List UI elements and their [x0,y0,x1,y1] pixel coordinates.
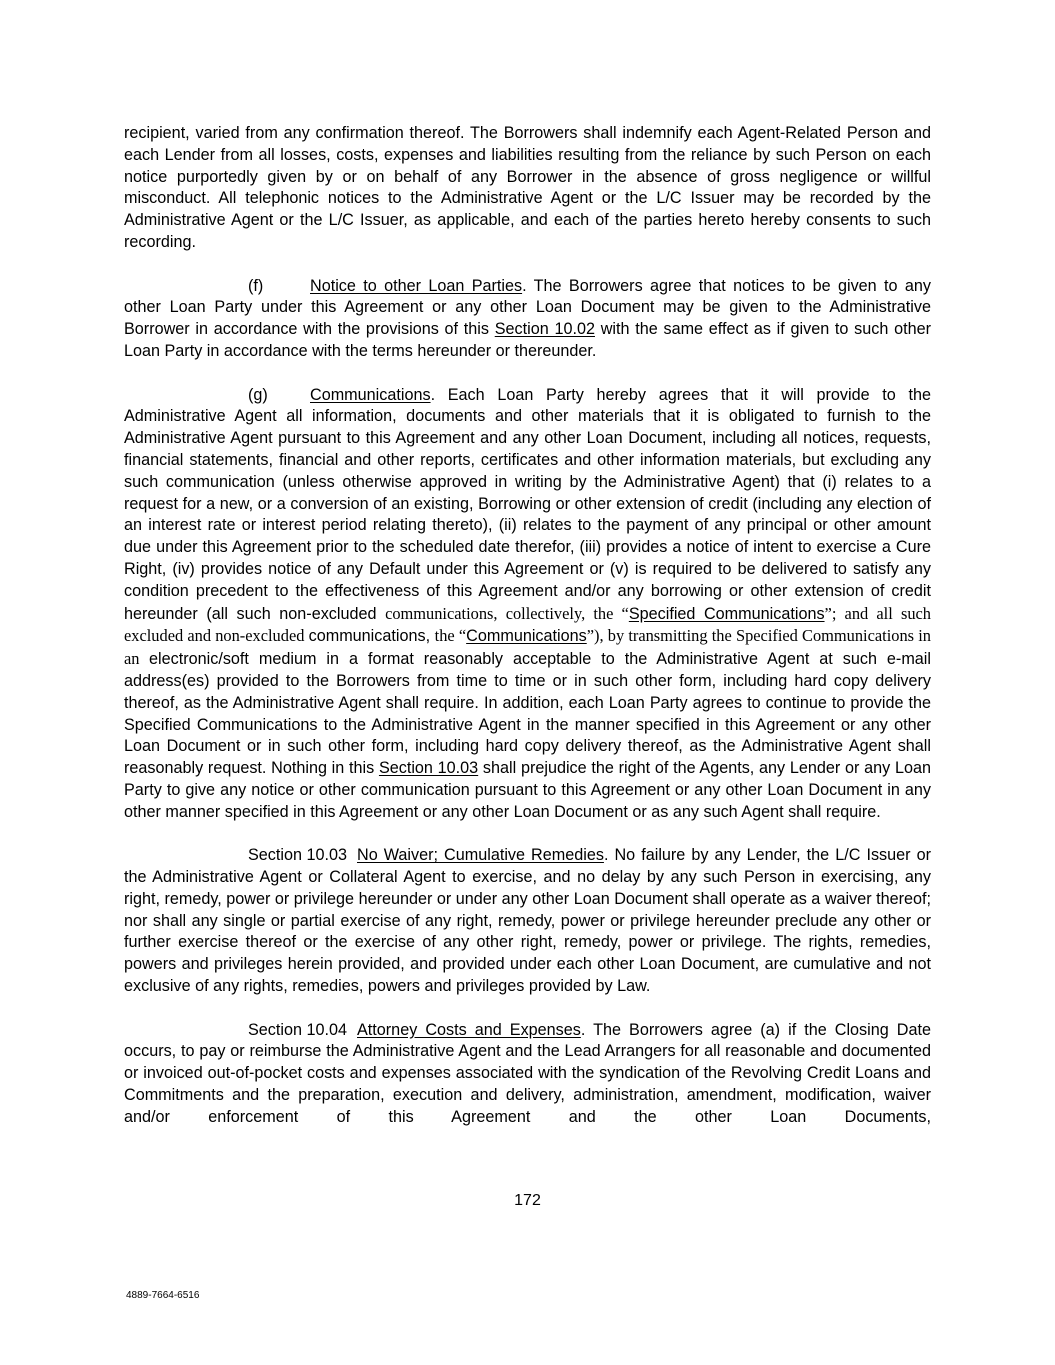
paragraph-g [124,385,931,824]
paragraph-f-text-end: with the same effect as if given to such other Loan Party in accordance with the terms hereunder or thereunder. [124,320,932,360]
paragraph-f-heading: Notice to other Loan Parties [310,276,523,295]
paragraph-f [124,276,931,363]
section-10-03-text: . No failure by any Lender, the L/C Issuer or the Administrative Agent or Collateral Agent to exercise, and no delay by any such Person in exercising, any right, remedy, power or privilege hereunder or under any other Loan Document shall operate as a waiver thereof; nor shall any single or partial exercise of any right, remedy, power or privilege hereunder preclude any other or further exercise thereof or the exercise of any other right, remedy, power or privilege. The rights, remedies, powers and privileges herein provided, and provided under each other Loan Document, are cumulative and not exclusive of any rights, remedies, powers and privileges provided by Law. [124,846,931,996]
paragraph-g-heading: Communications [310,385,431,404]
paragraph-g-text: . Each Loan Party hereby agrees that it will provide to the Administrative Agent all information, documents and other materials that it is obligated to furnish to the Administrative Agent pursuant to this Agreement and any other Loan Document, including all notices, requests, financial statements, financial and other reports, certificates and other information materials, but excluding any such communication (unless otherwise approved in writing by the Administrative Agent) that (i) relates to a request for a new, or a conversion of an existing, Borrowing or other extension of credit (including any election of an interest rate or interest period relating thereto), (ii) relates to the payment of any principal or other amount due under this Agreement prior to the scheduled date therefor, (iii) provides a notice of intent to exercise a Cure Right, (iv) provides notice of any Default under this Agreement or (v) is required to be delivered to satisfy any condition precedent to the effectiveness of this Agreement and/or any borrowing or other extension of credit hereunder (all such non-excluded [124,385,931,623]
section-10-04-text: . The Borrowers agree (a) if the Closing Date occurs, to pay or reimburse the Administrative Agent and the Lead Arrangers for all reasonable and documented or invoiced out-of-pocket costs and expenses associated with the syndication of the Revolving Credit Loans and Commitments and the preparation, execution and delivery, administration, amendment, modification, waiver and/or enforcement of this Agreement and the other Loan Documents, [124,1020,931,1126]
paragraph-g-serif-text-1: communications, collectively, the “ [385,603,629,623]
document-body [124,123,931,1150]
paragraph-g-text-3: electronic/soft medium in a format reasonably acceptable to the Administrative Agent at such e-mail address(es) provided to the Borrowers from time to time or in such other form, including hard copy delivery thereof, as the Administrative Agent shall require. In addition, each Loan Party agrees to continue to provide the Specified Communications to the Administrative Agent in the manner specified in this Agreement or any other Loan Document or in such other form, including hard copy delivery thereof, as the Administrative Agent shall reasonably request. Nothing in this [124,650,931,778]
paragraph-g-text-end: shall prejudice the right of the Agents, any Lender or any Loan Party to give any notice or other communication pursuant to this Agreement or any other Loan Document in any other manner specified in this Agreement or any other Loan Document or as any such Agent shall require. [124,759,931,821]
paragraph-g-text-2: communications, [308,627,435,646]
paragraph-g-label: (g) [248,385,268,404]
section-10-04 [124,1020,931,1129]
section-10-03-heading: No Waiver; Cumulative Remedies [357,846,604,865]
section-10-02-reference: Section 10.02 [494,320,595,339]
section-10-04-heading: Attorney Costs and Expenses [357,1020,581,1039]
section-10-03-reference: Section 10.03 [378,759,479,778]
paragraph-f-label: (f) [248,276,264,295]
section-10-04-label: Section 10.04 [248,1020,347,1039]
section-10-03 [124,845,931,998]
paragraph-f-text: . The Borrowers agree that notices to be given to any other Loan Party under this Agreement or any other Loan Document may be given to the Administrative Borrower in accordance with the provisions of this [124,276,931,339]
document-id: 4889-7664-6516 [126,1290,200,1301]
paragraph-g-serif-text-2: ”; and all such excluded and non-excluded [124,603,931,646]
paragraph-g-serif-text-3: the “ [434,626,467,646]
page-number: 172 [514,1192,541,1209]
defined-term-specified-communications: Specified Communications [628,604,825,623]
section-10-03-label: Section 10.03 [248,846,347,865]
paragraph-g-serif-text-4: ”), by transmitting the Specified Communications in an [124,626,931,669]
defined-term-communications: Communications [466,627,587,646]
continuation-paragraph [124,123,931,254]
continuation-text: recipient, varied from any confirmation thereof. The Borrowers shall indemnify each Agent-Related Person and each Lender from all losses, costs, expenses and liabilities resulting from the reliance by such Person on each notice purportedly given by or on behalf of any Borrower in the absence of gross negligence or willful misconduct. All telephonic notices to the Administrative Agent or the L/C Issuer may be recorded by the Administrative Agent or the L/C Issuer, as applicable, and each of the parties hereto hereby consents to such recording. [124,124,931,251]
